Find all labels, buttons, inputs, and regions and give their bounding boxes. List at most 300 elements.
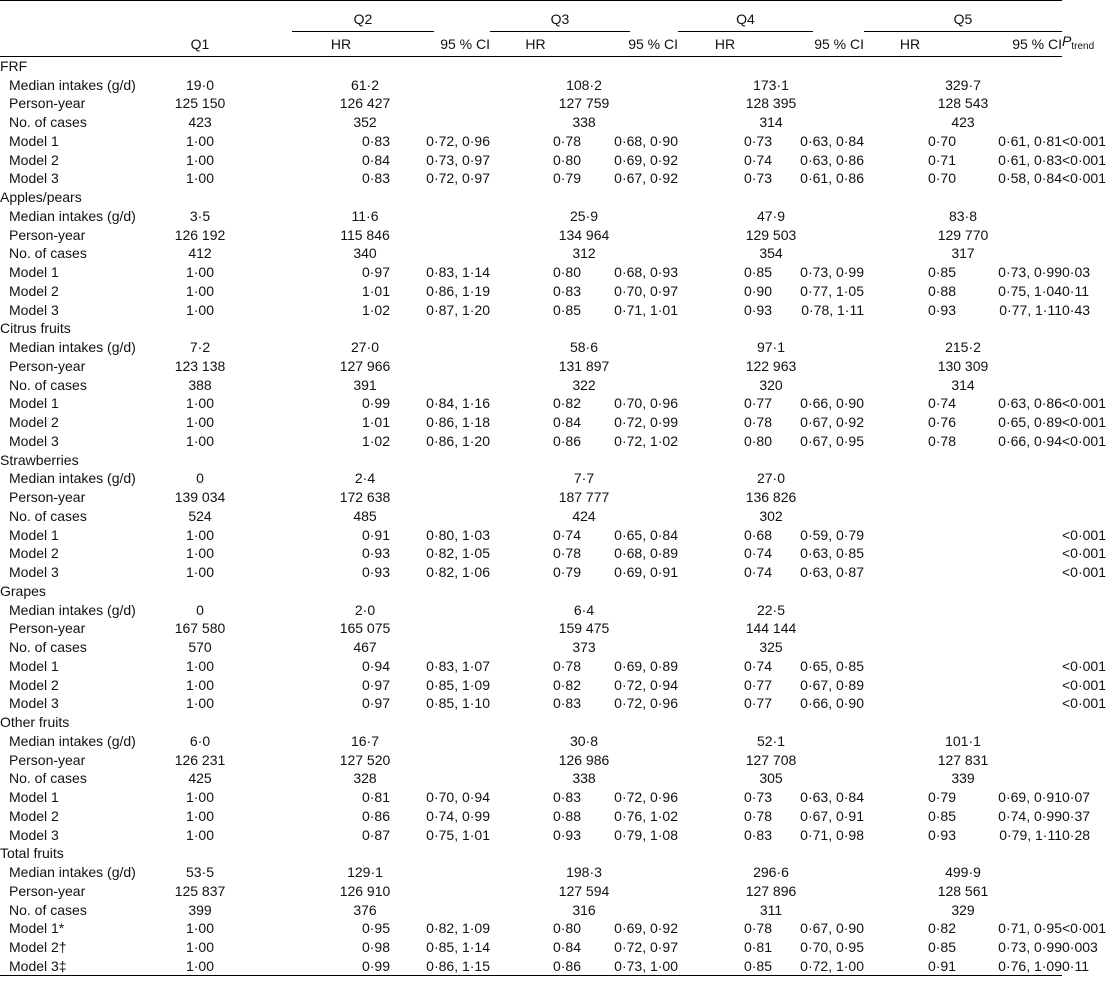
q5-ci: 0·73, 0·99 (998, 939, 1062, 956)
q2-hr: 0·87 (361, 826, 390, 843)
cases-row (0, 769, 1062, 788)
q4-value: 354 (759, 245, 783, 262)
model-label: Model 1 (9, 657, 59, 674)
model-label: Model 3 (9, 695, 59, 712)
model-row: Model 3 1·00 0·93 0·82, 1·06 0·79 0·69, 0·91 0·74 0·63, 0·87 <0·001 (0, 563, 1062, 582)
q4-ci: 0·71, 0·98 (800, 826, 864, 843)
q3-hr: 0·82 (552, 395, 581, 412)
q3-value: 126 986 (558, 751, 610, 768)
q3-hr: 0·80 (552, 151, 581, 168)
model-label: Model 1 (9, 789, 59, 806)
q5-value (864, 488, 1062, 507)
q5-hr: 0·70 (927, 132, 956, 149)
q4-value: 47·9 (756, 207, 786, 224)
q2-value: 391 (353, 376, 377, 393)
q5-ci: 0·65, 0·89 (998, 414, 1062, 431)
q2-hr: 1·02 (361, 301, 390, 318)
section-row (0, 713, 1062, 732)
q5-header: Q5 (864, 1, 1062, 32)
cases-row (0, 507, 1062, 526)
q4-hr: 0·78 (743, 920, 772, 937)
row-label: Person-year (9, 882, 86, 899)
q1-value: 125 837 (174, 882, 226, 899)
q3-value: 338 (572, 770, 596, 787)
q4-ci: 0·72, 1·00 (772, 957, 864, 976)
q2-ci: 0·86, 1·15 (390, 957, 490, 976)
q5-ci: 0·73, 0·99 (998, 264, 1062, 281)
q3-ci: 0·69, 0·92 (614, 920, 678, 937)
q2-ci: 0·75, 1·01 (426, 826, 490, 843)
row-label: No. of cases (9, 901, 87, 918)
section-row (0, 319, 1062, 338)
model-row: Model 3 1·00 0·87 0·75, 1·01 0·93 0·79, 1·08 0·83 0·71, 0·98 0·93 0·79, 1·11 0·28 (0, 825, 1062, 844)
q3-hr: 0·84 (552, 939, 581, 956)
person-year-row (0, 94, 1062, 113)
q5-ci (956, 694, 1062, 713)
q3-ci: 0·69, 0·92 (614, 151, 678, 168)
row-label: No. of cases (9, 507, 87, 524)
q3-value: 25·9 (569, 207, 599, 224)
q5-ci: 0·74, 0·99 (998, 807, 1062, 824)
q4-ci-header: 95 % CI (772, 32, 864, 57)
q5-ci: 0·61, 0·83 (998, 151, 1062, 168)
q2-value: 11·6 (351, 207, 379, 224)
q1-value: 388 (188, 376, 212, 393)
section-title: Total fruits (0, 845, 64, 862)
model-label: Model 2† (9, 939, 67, 956)
q2-ci-header: 95 % CI (390, 32, 490, 57)
q2-value: 27·0 (350, 339, 380, 356)
q2-value: 61·2 (350, 76, 380, 93)
q5-ci: 0·66, 0·94 (998, 432, 1062, 449)
model-row: Model 1 1·00 0·81 0·70, 0·94 0·83 0·72, 0·96 0·73 0·63, 0·84 0·79 0·69, 0·91 0·07 (0, 788, 1062, 807)
q3-hr: 0·78 (552, 545, 581, 562)
q2-hr: 0·86 (361, 807, 390, 824)
person-year-row (0, 619, 1062, 638)
q3-hr: 0·78 (552, 657, 581, 674)
q2-ci: 0·82, 1·09 (426, 920, 490, 937)
q1-value: 423 (188, 114, 212, 131)
q4-hr: 0·81 (743, 939, 772, 956)
q5-value: 317 (951, 245, 975, 262)
q4-ci: 0·63, 0·86 (800, 151, 864, 168)
q2-value: 340 (353, 245, 377, 262)
q4-ci: 0·63, 0·84 (800, 132, 864, 149)
median-intake-row (0, 338, 1062, 357)
q3-value: 322 (572, 376, 596, 393)
q2-ci: 0·85, 1·10 (426, 695, 490, 712)
q3-value: 424 (572, 507, 596, 524)
q3-hr: 0·78 (552, 132, 581, 149)
q2-hr: 1·02 (361, 432, 390, 449)
q3-value: 30·8 (569, 732, 599, 749)
q2-ci: 0·86, 1·19 (426, 282, 490, 299)
q2-hr: 0·95 (361, 920, 390, 937)
q4-ci: 0·77, 1·05 (800, 282, 864, 299)
q5-value: 130 309 (937, 357, 989, 374)
q1-value: 0 (196, 470, 204, 487)
model-row: Model 2 1·00 1·01 0·86, 1·19 0·83 0·70, 0·97 0·90 0·77, 1·05 0·88 0·75, 1·04 0·11 (0, 282, 1062, 301)
row-label: Person-year (9, 226, 86, 243)
q1-hr: 1·00 (185, 695, 215, 712)
q4-hr: 0·77 (743, 695, 772, 712)
q1-value: 53·5 (185, 864, 215, 881)
section-row (0, 844, 1062, 863)
q4-ci: 0·66, 0·90 (800, 695, 864, 712)
model-row: Model 1 1·00 0·94 0·83, 1·07 0·78 0·69, 0·89 0·74 0·65, 0·85 <0·001 (0, 657, 1062, 676)
q4-hr: 0·74 (743, 545, 772, 562)
q2-ci: 0·72, 0·97 (426, 170, 490, 187)
model-label: Model 3 (9, 301, 59, 318)
q5-value: 314 (951, 376, 975, 393)
q4-hr: 0·80 (743, 432, 772, 449)
model-label: Model 1 (9, 395, 59, 412)
q4-value: 129 503 (745, 226, 797, 243)
q4-value: 144 144 (745, 620, 797, 637)
q4-value: 314 (759, 114, 783, 131)
section-row (0, 582, 1062, 601)
q3-ci: 0·72, 0·94 (614, 676, 678, 693)
q4-value: 136 826 (745, 489, 797, 506)
section-title: Strawberries (0, 451, 79, 468)
q4-value: 127 896 (745, 882, 797, 899)
q1-hr: 1·00 (185, 939, 215, 956)
q2-ci: 0·73, 0·97 (426, 151, 490, 168)
q2-hr-header: HR (292, 32, 390, 57)
q5-hr (864, 544, 956, 563)
q5-hr: 0·70 (927, 170, 956, 187)
row-label: Median intakes (g/d) (9, 864, 136, 881)
q3-hr: 0·84 (552, 414, 581, 431)
q4-hr: 0·73 (743, 789, 772, 806)
q4-ci: 0·63, 0·84 (800, 789, 864, 806)
median-intake-row (0, 732, 1062, 751)
q3-ci: 0·72, 0·97 (614, 939, 678, 956)
q4-hr: 0·85 (743, 264, 772, 281)
section-row (0, 450, 1062, 469)
q4-value: 325 (759, 639, 783, 656)
q5-hr: 0·85 (927, 807, 956, 824)
model-row: Model 2 1·00 0·84 0·73, 0·97 0·80 0·69, 0·92 0·74 0·63, 0·86 0·71 0·61, 0·83 <0·001 (0, 150, 1062, 169)
q3-hr: 0·85 (552, 301, 581, 318)
model-row: Model 2 1·00 0·97 0·85, 1·09 0·82 0·72, 0·94 0·77 0·67, 0·89 <0·001 (0, 675, 1062, 694)
q3-ci: 0·72, 0·96 (614, 695, 678, 712)
q2-hr: 0·84 (361, 151, 390, 168)
q5-hr: 0·91 (864, 957, 956, 976)
q1-hr: 1·00 (185, 170, 215, 187)
row-label: Median intakes (g/d) (9, 601, 136, 618)
model-label: Model 1 (9, 264, 59, 281)
q2-ci: 0·80, 1·03 (426, 526, 490, 543)
q3-ci: 0·72, 0·99 (614, 414, 678, 431)
q2-hr: 0·97 (361, 695, 390, 712)
q3-value: 7·7 (573, 470, 595, 487)
q5-hr: 0·85 (927, 264, 956, 281)
q4-hr: 0·74 (743, 657, 772, 674)
q5-hr-header: HR (864, 32, 956, 57)
model-label: Model 1 (9, 526, 59, 543)
q3-ci: 0·72, 0·96 (614, 789, 678, 806)
q4-value: 127 708 (745, 751, 797, 768)
cases-row (0, 900, 1062, 919)
q3-ci: 0·72, 1·02 (614, 432, 678, 449)
model-row: Model 3‡ 1·00 0·99 0·86, 1·15 0·86 0·73, 1·00 0·85 0·72, 1·00 0·91 0·76, 1·09 0·11 (0, 957, 1062, 976)
q4-value: 128 395 (745, 95, 797, 112)
q1-hr: 1·00 (185, 282, 215, 299)
row-label: No. of cases (9, 114, 87, 131)
q3-hr: 0·86 (490, 957, 581, 976)
q4-hr: 0·78 (743, 807, 772, 824)
q5-ci-header: 95 % CI (956, 32, 1062, 57)
q4-ci: 0·73, 0·99 (800, 264, 864, 281)
q2-hr: 0·83 (361, 170, 390, 187)
q1-value: 0 (196, 601, 204, 618)
q1-value: 123 138 (174, 357, 226, 374)
model-row: Model 3 1·00 0·83 0·72, 0·97 0·79 0·67, 0·92 0·73 0·61, 0·86 0·70 0·58, 0·84 <0·001 (0, 169, 1062, 188)
q4-hr: 0·93 (743, 301, 772, 318)
row-label: Median intakes (g/d) (9, 339, 136, 356)
q2-value: 328 (353, 770, 377, 787)
model-row: Model 3 1·00 1·02 0·86, 1·20 0·86 0·72, 1·02 0·80 0·67, 0·95 0·78 0·66, 0·94 <0·001 (0, 432, 1062, 451)
q5-value: 329·7 (945, 76, 981, 93)
q1-hr: 1·00 (185, 264, 215, 281)
q5-ci (956, 657, 1062, 676)
model-label: Model 2 (9, 807, 59, 824)
row-label: Person-year (9, 620, 86, 637)
row-label: Median intakes (g/d) (9, 207, 136, 224)
q4-ci: 0·65, 0·85 (800, 657, 864, 674)
q2-ci: 0·85, 1·14 (426, 939, 490, 956)
q3-ci: 0·73, 1·00 (581, 957, 678, 976)
model-row: Model 2 1·00 0·93 0·82, 1·05 0·78 0·68, 0·89 0·74 0·63, 0·85 <0·001 (0, 544, 1062, 563)
q2-hr: 0·94 (361, 657, 390, 674)
q2-hr: 1·01 (361, 414, 390, 431)
q2-value: 127 520 (339, 751, 391, 768)
q1-header: Q1 (160, 32, 240, 57)
q1-value: 524 (188, 507, 212, 524)
model-label: Model 3 (9, 564, 59, 581)
cases-row (0, 375, 1062, 394)
q5-hr: 0·88 (927, 282, 956, 299)
q5-ci: 0·63, 0·86 (998, 395, 1062, 412)
q4-ci: 0·67, 0·95 (800, 432, 864, 449)
q3-ci: 0·68, 0·89 (614, 545, 678, 562)
quintile-header-row (0, 1, 1062, 32)
q2-header: Q2 (292, 1, 434, 32)
model-label: Model 3‡ (0, 957, 160, 976)
median-intake-row (0, 207, 1062, 226)
median-intake-row (0, 863, 1062, 882)
q3-hr: 0·80 (552, 264, 581, 281)
q1-hr: 1·00 (185, 301, 215, 318)
q5-value: 215·2 (945, 339, 981, 356)
q5-hr: 0·78 (927, 432, 956, 449)
q1-hr: 1·00 (185, 789, 215, 806)
q5-value: 129 770 (937, 226, 989, 243)
q5-hr: 0·76 (927, 414, 956, 431)
cases-row (0, 244, 1062, 263)
q2-value: 16·7 (350, 732, 380, 749)
q4-hr: 0·83 (743, 826, 772, 843)
q1-value: 570 (188, 639, 212, 656)
q2-hr: 0·83 (361, 132, 390, 149)
row-label: Person-year (9, 489, 86, 506)
q3-ci-header: 95 % CI (581, 32, 678, 57)
q2-value: 115 846 (340, 226, 390, 243)
model-row: Model 1 1·00 0·97 0·83, 1·14 0·80 0·68, 0·93 0·85 0·73, 0·99 0·85 0·73, 0·99 0·03 (0, 263, 1062, 282)
q3-value: 312 (572, 245, 596, 262)
q3-ci: 0·71, 1·01 (614, 301, 678, 318)
q5-hr: 0·71 (927, 151, 956, 168)
model-label: Model 3 (9, 170, 59, 187)
table-body (0, 56, 1106, 976)
q4-value: 296·6 (753, 864, 789, 881)
model-label: Model 3 (9, 826, 59, 843)
section-title: Citrus fruits (0, 320, 71, 337)
q3-hr-header: HR (490, 32, 581, 57)
model-row: Model 3 1·00 0·97 0·85, 1·10 0·83 0·72, 0·96 0·77 0·66, 0·90 <0·001 (0, 694, 1062, 713)
q2-ci: 0·83, 1·07 (426, 657, 490, 674)
q5-value (864, 600, 1062, 619)
q5-hr: 0·93 (927, 826, 956, 843)
q5-hr (864, 657, 956, 676)
q2-ci: 0·87, 1·20 (426, 301, 490, 318)
q4-hr: 0·90 (743, 282, 772, 299)
q3-ci: 0·67, 0·92 (614, 170, 678, 187)
q1-hr: 1·00 (185, 657, 215, 674)
q2-ci: 0·74, 0·99 (426, 807, 490, 824)
q5-ci: 0·79, 1·11 (999, 826, 1062, 843)
q3-hr: 0·88 (552, 807, 581, 824)
q3-hr: 0·79 (552, 170, 581, 187)
q5-value (864, 638, 1062, 657)
q4-value: 97·1 (756, 339, 786, 356)
q3-hr: 0·82 (552, 676, 581, 693)
row-label: No. of cases (9, 770, 87, 787)
q2-hr: 0·98 (361, 939, 390, 956)
q4-ci: 0·63, 0·87 (800, 564, 864, 581)
q4-ci: 0·78, 1·11 (801, 301, 864, 318)
q4-ci: 0·59, 0·79 (800, 526, 864, 543)
column-header-row: Q1 HR 95 % CI HR 95 % CI HR 95 % CI HR 95 % CI $P_{trend}$ (0, 32, 1062, 57)
q5-hr: 0·85 (927, 939, 956, 956)
q3-hr: 0·74 (552, 526, 581, 543)
q2-value: 126 910 (339, 882, 391, 899)
q3-value: 58·6 (569, 339, 599, 356)
q3-hr: 0·86 (552, 432, 581, 449)
q2-hr: 0·97 (361, 264, 390, 281)
q4-hr: 0·74 (743, 564, 772, 581)
q5-ci (956, 563, 1062, 582)
q2-ci: 0·82, 1·05 (426, 545, 490, 562)
median-intake-row (0, 600, 1062, 619)
q2-value: 2·0 (354, 601, 376, 618)
q2-value: 129·1 (347, 864, 383, 881)
q2-hr: 0·99 (361, 395, 390, 412)
q5-ci: 0·71, 0·95 (998, 920, 1062, 937)
q2-hr: 1·01 (361, 282, 390, 299)
row-label: No. of cases (9, 376, 87, 393)
q4-ci: 0·67, 0·91 (800, 807, 864, 824)
q1-value: 126 231 (174, 751, 226, 768)
q3-ci: 0·68, 0·93 (614, 264, 678, 281)
q3-ci: 0·70, 0·96 (614, 395, 678, 412)
q5-ci: 0·77, 1·11 (999, 301, 1062, 318)
row-label: Median intakes (g/d) (9, 76, 136, 93)
model-label: Model 2 (9, 282, 59, 299)
q1-hr: 1·00 (160, 957, 240, 976)
q2-ci: 0·86, 1·20 (426, 432, 490, 449)
q5-value: 329 (951, 901, 975, 918)
median-intake-row (0, 469, 1062, 488)
q5-value: 101·1 (945, 732, 981, 749)
q3-hr: 0·83 (552, 789, 581, 806)
q2-ci: 0·86, 1·18 (426, 414, 490, 431)
q5-ci: 0·75, 1·04 (998, 282, 1062, 299)
q2-value: 127 966 (339, 357, 391, 374)
q4-ci: 0·61, 0·86 (800, 170, 864, 187)
q1-hr: 1·00 (185, 151, 215, 168)
q4-hr: 0·73 (743, 132, 772, 149)
row-label: Person-year (9, 95, 86, 112)
row-label: No. of cases (9, 639, 87, 656)
q2-value: 126 427 (339, 95, 391, 112)
q3-ci: 0·70, 0·97 (614, 282, 678, 299)
q4-ci: 0·63, 0·85 (800, 545, 864, 562)
q2-ci: 0·72, 0·96 (426, 132, 490, 149)
q3-value: 6·4 (573, 601, 595, 618)
q5-hr: 0·79 (927, 789, 956, 806)
q3-value: 127 759 (558, 95, 610, 112)
person-year-row (0, 488, 1062, 507)
q4-header: Q4 (678, 1, 813, 32)
q1-value: 125 150 (174, 95, 226, 112)
q2-ci: 0·70, 0·94 (426, 789, 490, 806)
q1-hr: 1·00 (185, 807, 215, 824)
q5-value: 128 543 (937, 95, 989, 112)
q5-value: 83·8 (948, 207, 978, 224)
q5-value: 499·9 (945, 864, 981, 881)
row-label: Median intakes (g/d) (9, 732, 136, 749)
q1-value: 7·2 (189, 339, 211, 356)
q3-ci: 0·79, 1·08 (614, 826, 678, 843)
q3-ci: 0·68, 0·90 (614, 132, 678, 149)
q5-ci (956, 675, 1062, 694)
q2-value: 352 (353, 114, 377, 131)
q1-value: 139 034 (174, 489, 226, 506)
q3-hr: 0·93 (552, 826, 581, 843)
q1-hr: 1·00 (185, 526, 215, 543)
person-year-row (0, 750, 1062, 769)
q5-value: 127 831 (937, 751, 989, 768)
q1-value: 19·0 (185, 76, 215, 93)
q2-ci: 0·84, 1·16 (426, 395, 490, 412)
section-title: Grapes (0, 582, 46, 599)
q4-hr: 0·85 (678, 957, 772, 976)
cases-row (0, 638, 1062, 657)
q1-hr: 1·00 (185, 564, 215, 581)
q4-value: 311 (759, 901, 783, 918)
q2-hr: 0·81 (361, 789, 390, 806)
q3-value: 131 897 (558, 357, 610, 374)
q2-value: 2·4 (354, 470, 376, 487)
model-row: Model 2 1·00 1·01 0·86, 1·18 0·84 0·72, 0·99 0·78 0·67, 0·92 0·76 0·65, 0·89 <0·001 (0, 413, 1062, 432)
section-title: Apples/pears (0, 189, 82, 206)
q4-value: 320 (759, 376, 783, 393)
section-title: FRF (0, 57, 28, 74)
q1-hr: 1·00 (185, 432, 215, 449)
q4-hr-header: HR (678, 32, 772, 57)
